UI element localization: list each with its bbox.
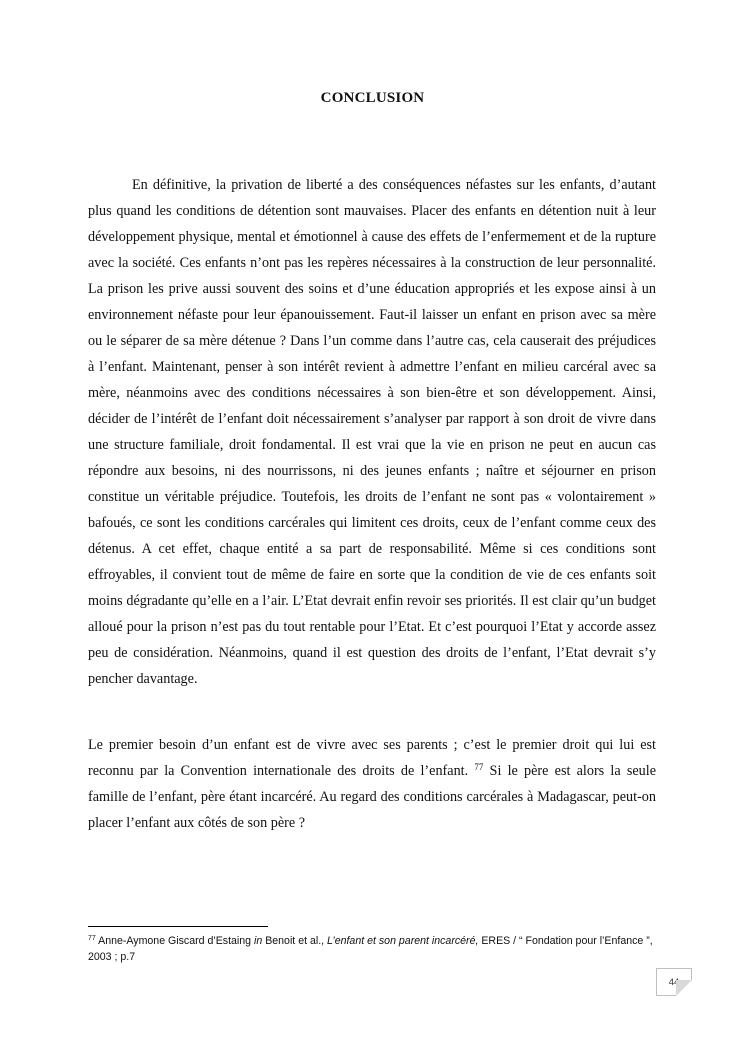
footnote (88, 933, 658, 965)
page-number: 44 (668, 976, 680, 988)
footnote-author: Anne-Aymone Giscard d’Estaing (95, 935, 255, 947)
paragraph-text-after-ref: Si le père est alors la seule famille de l’enfant, père étant incarcéré. Au regard des conditions carcérales à Madagascar, peut-on placer l’enfant aux côtés de son père ? (88, 763, 656, 831)
footnote-separator (88, 926, 268, 927)
footnote-in: in (254, 935, 263, 947)
paragraph-first-need (88, 732, 656, 836)
page-number-box (656, 968, 692, 996)
paragraph-conclusion: En définitive, la privation de liberté a des conséquences néfastes sur les enfants, d’autant plus quand les conditions de détention sont mauvaises. Placer des enfants en détention nuit à leur développement physique, mental et émotionnel à cause des effets de l’enfermement et de la rupture avec la société. Ces enfants n’ont pas les repères nécessaires à la construction de leur personnalité. La prison les prive aussi souvent des soins et d’une éducation appropriés et les expose ainsi à un environnement néfaste pour leur épanouissement. Faut-il laisser un enfant en prison avec sa mère ou le séparer de sa mère détenue ? Dans l’un comme dans l’autre cas, cela causerait des préjudices à l’enfant. Maintenant, penser à son intérêt revient à admettre l’enfant en milieu carcéral avec sa mère, néanmoins avec des conditions nécessaires à son bien-être et son développement. Ainsi, décider de l’intérêt de l’enfant doit nécessairement s’analyser par rapport à son droit de vivre dans une structure familiale, droit fondamental. Il est vrai que la vie en prison ne peut en aucun cas répondre aux besoins, ni des nourrissons, ni des jeunes enfants ; naître et séjourner en prison constitue un véritable préjudice. Toutefois, les droits de l’enfant ne sont pas « volontairement » bafoués, ce sont les conditions carcérales qui limitent ces droits, ceux de l’enfant comme ceux des détenus. A cet effet, chaque entité a sa part de responsabilité. Même si ces conditions sont effroyables, il convient tout de même de faire en sorte que la condition de vie de ces enfants soit moins dégradante qu’elle en a l’air. L’Etat devrait enfin revoir ses priorités. Il est clair qu’un budget alloué pour la prison n’est pas du tout rentable pour l’Etat. Et c’est pourquoi l’Etat y accorde assez peu de considération. Néanmoins, quand il est question des droits de l’enfant, l’Etat devrait s’y pencher davantage. (88, 177, 656, 687)
page-title: CONCLUSION (320, 90, 425, 106)
page-curl-icon (676, 980, 692, 996)
paragraph-text-before-ref: Le premier besoin d’un enfant est de vivre avec ses parents ; c’est le premier droit qui lui est reconnu par la Convention internationale des droits de l’enfant. (88, 737, 656, 779)
footnote-editors: Benoit et al., (262, 935, 328, 947)
footnote-book-title: L’enfant et son parent incarcéré, (327, 935, 479, 947)
footnote-reference: 77 (474, 762, 484, 772)
footnote-number: 77 (88, 935, 96, 942)
footnote-publisher: ERES / “ Fondation pour l’Enfance ”, 2003 ; p.7 (88, 935, 653, 963)
